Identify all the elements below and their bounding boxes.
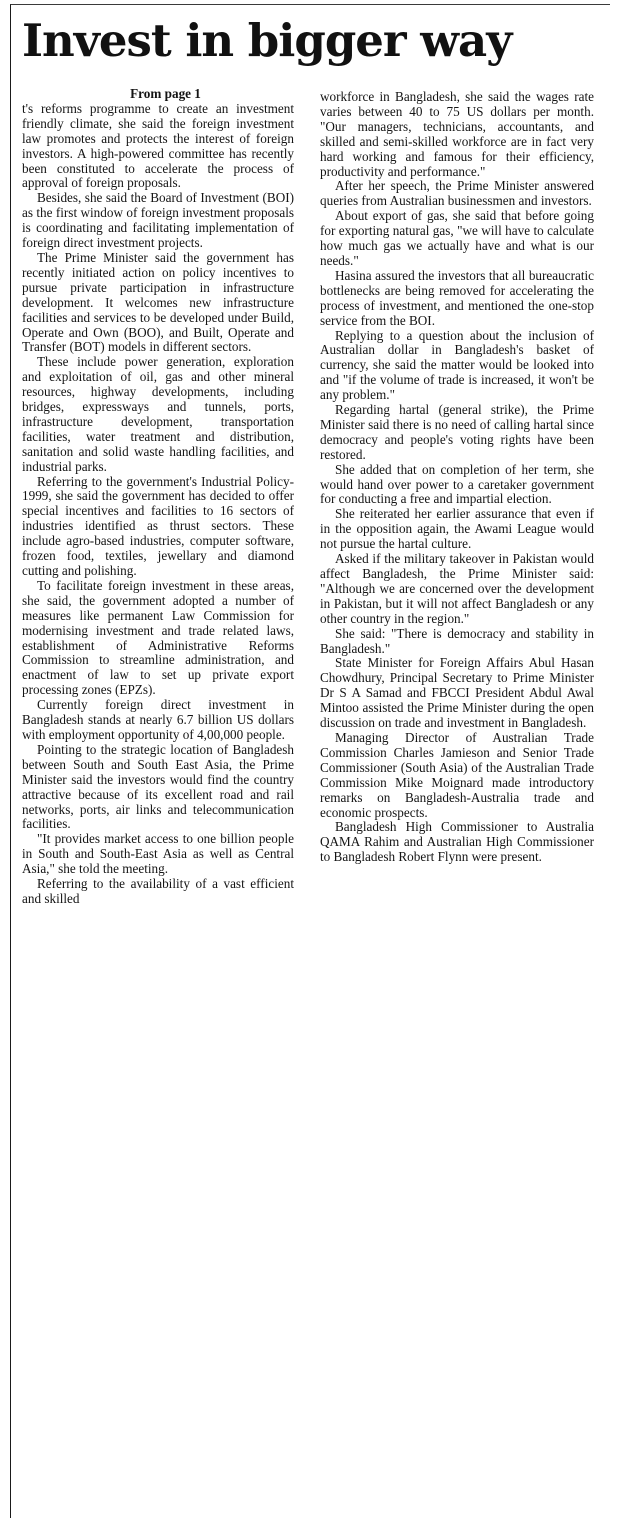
paragraph: t's reforms programme to create an investment friendly climate, she said the foreign investment law promotes and protects the interest of foreign investors. A high-powered committee has recently been constituted to accelerate the process of approval of foreign proposals. bbox=[22, 100, 294, 191]
paragraph: Managing Director of Australian Trade Commission Charles Jamieson and Senior Trade Commissioner (South Asia) of the Australian Trade Commission Mike Moignard made introductory remarks on Bangladesh-Australia trade and economic prospects. bbox=[320, 729, 594, 820]
paragraph: Pointing to the strategic location of Bangladesh between South and South East Asia, the Prime Minister said the investors would find the country attractive because of its excellent road and rail networks, ports, air links and telecommunication facilities. bbox=[22, 741, 294, 832]
paragraph: "It provides market access to one billion people in South and South-East Asia as well as Central Asia," she told the meeting. bbox=[22, 831, 294, 877]
article-column-right bbox=[320, 90, 594, 865]
article-column-left bbox=[22, 87, 294, 907]
paragraph: State Minister for Foreign Affairs Abul Hasan Chowdhury, Principal Secretary to Prime Minister Dr S A Samad and FBCCI President Abdul Awal Mintoo assisted the Prime Minister during the open discussion on trade and investment in Bangladesh. bbox=[320, 655, 594, 731]
paragraph: She reiterated her earlier assurance that even if in the opposition again, the Awami League would not pursue the hartal culture. bbox=[320, 506, 594, 552]
paragraph: After her speech, the Prime Minister answered queries from Australian businessmen and investors. bbox=[320, 178, 594, 209]
paragraph: The Prime Minister said the government has recently initiated action on policy incentives to pursue private participation in infrastructure development. It welcomes new infrastructure facilities and services to be developed under Build, Operate and Own (BOO), and Built, Operate and Transfer (BOT) models in different sectors. bbox=[22, 249, 294, 355]
continuation-byline: From page 1 bbox=[130, 86, 201, 101]
paragraph: Hasina assured the investors that all bureaucratic bottlenecks are being removed for accelerating the process of investment, and mentioned the one-stop service from the BOI. bbox=[320, 267, 594, 328]
paragraph: Besides, she said the Board of Investment (BOI) as the first window of foreign investment proposals is coordinating and facilitating implementation of foreign direct investment projects. bbox=[22, 190, 294, 251]
paragraph: Referring to the availability of a vast efficient and skilled bbox=[22, 876, 294, 906]
paragraph: Regarding hartal (general strike), the Prime Minister said there is no need of calling hartal since democracy and people's voting rights have been restored. bbox=[320, 402, 594, 462]
paragraph: About export of gas, she said that before going for exporting natural gas, "we will have to calculate how much gas we actually have and what is our needs." bbox=[320, 208, 594, 268]
paragraph: She added that on completion of her term, she would hand over power to a caretaker government for conducting a free and impartial election. bbox=[320, 461, 594, 507]
paragraph: To facilitate foreign investment in these areas, she said, the government adopted a number of measures like permanent Law Commission for modernising investment and trade related laws, establishment of Administrative Reforms Commission to streamline administration, and enactment of law to set up private export processing zones (EPZs). bbox=[22, 577, 294, 698]
paragraph: Asked if the military takeover in Pakistan would affect Bangladesh, the Prime Minister said: "Although we are concerned over the development in Pakistan, but it will not affect Bangladesh or any other country in the region." bbox=[320, 551, 594, 626]
paragraph: These include power generation, exploration and exploitation of oil, gas and other mineral resources, highway developments, including bridges, expressways and tunnels, ports, infrastructure development, transportation facilities, water treatment and distribution, sanitation and solid waste handling facilities, and industrial parks. bbox=[22, 354, 294, 474]
paragraph: Currently foreign direct investment in Bangladesh stands at nearly 6.7 billion US dollars with employment opportunity of 4,00,000 people. bbox=[22, 697, 294, 742]
paragraph: Replying to a question about the inclusion of Australian dollar in Bangladesh's basket of currency, she said the matter would be looked into and "if the volume of trade is increased, it won't be any problem." bbox=[320, 327, 594, 403]
headline: Invest in bigger way bbox=[22, 14, 512, 67]
paragraph: She said: "There is democracy and stability in Bangladesh." bbox=[320, 625, 594, 656]
paragraph: Referring to the government's Industrial Policy-1999, she said the government has decided to offer special incentives and facilities to 16 sectors of industries identified as thrust sectors. These include agro-based industries, computer software, frozen food, textiles, jewellary and diamond cutting and polishing. bbox=[22, 473, 294, 578]
paragraph: Bangladesh High Commissioner to Australia QAMA Rahim and Australian High Commissioner to Bangladesh Robert Flynn were present. bbox=[320, 819, 594, 865]
paragraph: workforce in Bangladesh, she said the wages rate varies between 40 to 75 US dollars per month. "Our managers, technicians, accountants, and skilled and semi-skilled workforce are in fact very hard working and famous for their efficiency, productivity and performance." bbox=[320, 89, 594, 179]
